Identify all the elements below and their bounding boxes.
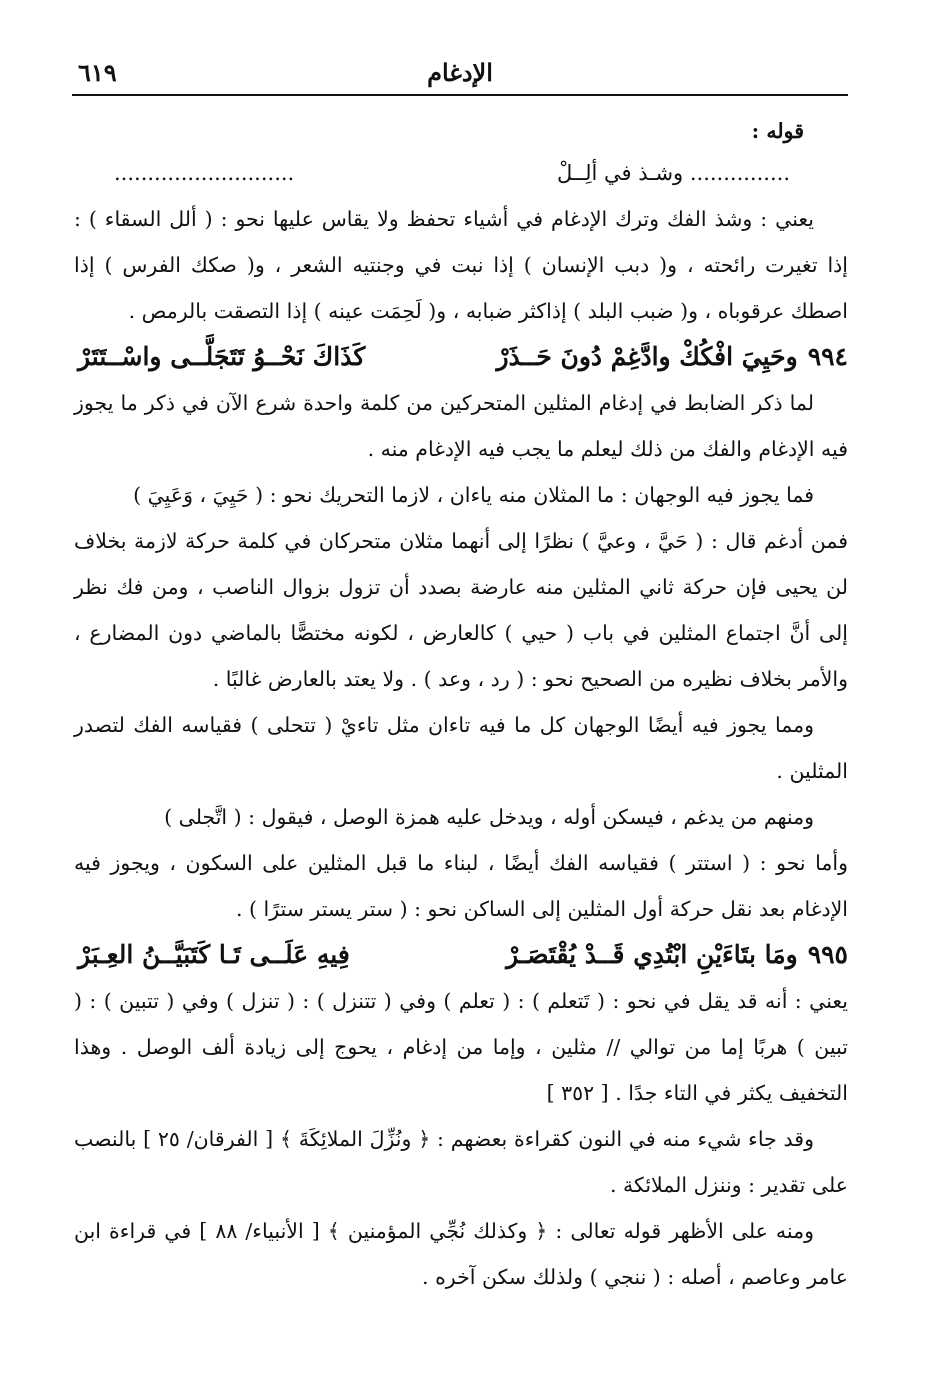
verse-994 [74,334,848,380]
verse-hemistich-second: فِيهِ عَلَــى تَـا كَتَبَيَّــنُ العِـبَرْ [78,940,350,969]
paragraph-10: ومنه على الأظهر قوله تعالى : ﴿ وكذلك نُجِّي المؤمنين ﴾ [ الأنبياء/ ٨٨ ] في قراءة ابن عامر وعاصم ، أصله : ( ننجي ) ولذلك سكن آخره . [74,1219,848,1289]
quoted-verse-second: ........................... [114,161,295,185]
paragraph-5: ومما يجوز فيه أيضًا الوجهان كل ما فيه تاءان مثل تاءيْ ( تتحلى ) فقياسه الفك لتصدر المثلين . [74,713,848,783]
verse-number: ٩٩٥ [807,940,848,969]
manuscript-folio-marker: [ ٣٥٢ ] [546,1081,609,1105]
verse-hemistich-first: ومَا بتَاءَيْنِ ابْتُدِي قَــدْ يُقْتَصَـرْ [506,940,798,969]
page-body [74,112,848,1300]
verse-hemistich-second: كَذَاكَ نَحْــوُ تَتَجَلَّــى واسْــتَتَرْ [78,342,366,371]
verse-hemistich-first: وحَيِيَ افْكُكْ وادَّغِمْ دُونَ حَــذَرْ [496,342,798,371]
paragraph-3: فما يجوز فيه الوجهان : ما المثلان منه ياءان ، لازما التحريك نحو : ( حَيِيَ ، وَعَيِيَ ) [133,483,814,507]
paragraph-6: ومنهم من يدغم ، فيسكن أوله ، ويدخل عليه همزة الوصل ، فيقول : ( اتَّجلى ) [164,805,814,829]
verse-number: ٩٩٤ [807,342,848,371]
page-number: ٦١٩ [78,58,117,87]
paragraph-1: يعني : وشذ الفك وترك الإدغام في أشياء تحفظ ولا يقاس عليها نحو : ( ألل السقاء ) : إذا تغيرت رائحته ، و( دبب الإنسان ) إذا نبت في وجنتيه الشعر ، و( صكك الفرس ) إذا اصطك عرقوباه ، و( ضبب البلد ) إذاكثر ضبابه ، و( لَحِمَت عينه ) إذا التصقت بالرمص . [74,207,848,323]
paragraph-9: وقد جاء شيء منه في النون كقراءة بعضهم : ﴿ ونُزِّلَ الملائِكَةَ ﴾ [ الفرقان/ ٢٥ ] بالنصب على تقدير : وننزل الملائكة . [74,1127,848,1197]
verse-995 [74,932,848,978]
paragraph-8-text: يعني : أنه قد يقل في نحو : ( تَتعلم ) : ( تعلم ) وفي ( تتنزل ) : ( تنزل ) وفي ( تتبين ) : ( تبين ) هربًا إما من توالي // مثلين ، وإما من إدغام ، يحوج إلى زيادة ألف الوصل . وهذا التخفيف يكثر في التاء جدًا . [74,989,848,1105]
quoted-verse [74,150,848,196]
paragraph-7: وأما نحو : ( استتر ) فقياسه الفك أيضًا ، لبناء ما قبل المثلين على السكون ، ويجوز فيه الإدغام بعد نقل حركة أول المثلين إلى الساكن نحو : ( ستر يستر سترًا ) . [74,851,848,921]
paragraph-2: لما ذكر الضابط في إدغام المثلين المتحركين من كلمة واحدة شرع الآن في ذكر ما يجوز فيه الإدغام والفك من ذلك ليعلم ما يجب فيه الإدغام منه . [74,391,848,461]
quoted-verse-first: ............... وشـذ في ألِــلْ [556,161,790,185]
paragraph-8 [74,978,848,1116]
quote-label: قوله : [751,119,804,143]
paragraph-4: فمن أدغم قال : ( حَيَّ ، وعيَّ ) نظرًا إلى أنهما مثلان متحركان في كلمة حركة لازمة بخلاف لن يحيى فإن حركة ثاني المثلين منه عارضة بصدد أن تزول بزوال الناصب ، ومن فك نظر إلى أنَّ اجتماع المثلين في باب ( حيي ) كالعارض ، لكونه مختصًّا بالماضي دون المضارع ، والأمر بخلاف نظيره من الصحيح نحو : ( رد ، وعد ) . ولا يعتد بالعارض غالبًا . [74,529,848,691]
running-header [72,58,848,96]
chapter-title: الإدغام [427,58,493,87]
